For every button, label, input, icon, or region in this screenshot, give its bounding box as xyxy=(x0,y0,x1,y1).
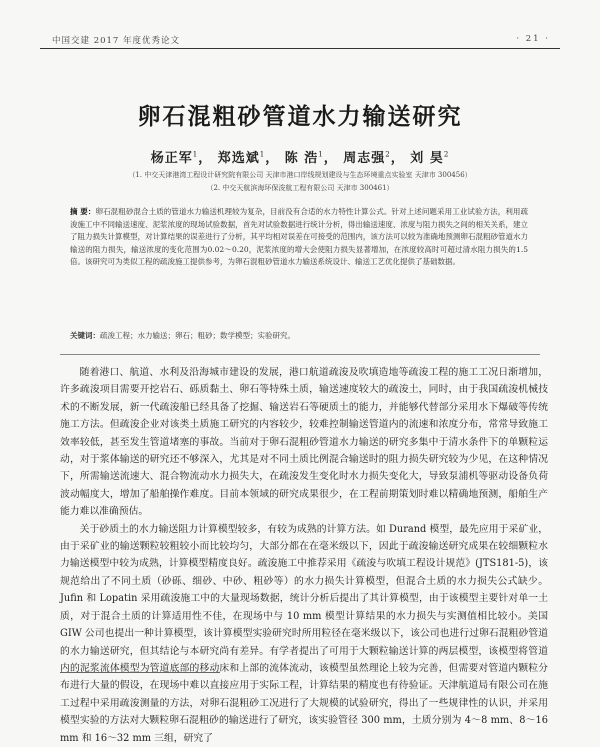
keywords xyxy=(70,330,528,342)
author-list: 杨正军$^1$， 郑选斌$^1$， 陈 浩$^1$， 周志强$^2$， 刘 昊$^2$ xyxy=(150,150,450,166)
journal-name: 中国交建 2017 年度优秀论文 xyxy=(52,36,181,46)
author: 陈 浩$^1$ xyxy=(284,150,324,166)
divider xyxy=(60,354,540,355)
author: 杨正军$^1$ xyxy=(150,150,199,166)
affiliation: （2. 中交天航滨海环保浚航工程有限公司 天津市 300461） xyxy=(206,184,394,192)
author: 郑选斌$^1$ xyxy=(217,150,266,166)
affiliation: （1. 中交天津港湾工程设计研究院有限公司 天津市港口岸线规划建设与生态环境重点实验室 天津市 300456） xyxy=(128,171,472,179)
body-text xyxy=(60,364,548,747)
abstract-label: 摘 要： xyxy=(70,207,96,216)
page-number: · 21 · xyxy=(516,34,550,44)
abstract xyxy=(70,206,528,269)
body-paragraph: 关于砂质土的水力输送阻力计算模型较多，有较为成熟的计算方法。如 Durand 模型，最先应用于采矿业，由于采矿业的输送颗粒较粗较小而比较均匀，大部分都在在毫米级以下，因此于疏浚输送研究成果在较细颗粒水力输送模型中较为成熟，计算模型精度良好。疏浚施工中推荐采用《疏浚与吹填工程设计规范》(JTS181-5)，该规范给出了不同土质（砂砾、细砂、中砂、粗砂等）的水力损失计算模型，但混合土质的水力损失公式缺少。Jufin 和 Lopatin 采用疏浚施工中的大量现场数据，统计分析后提出了其计算模型，由于该模型主要针对单一土质，对于混合土质的计算适用性不佳，在现场中与 10 mm 模型计算结果的水力损失与实测值相比较小。美国 GIW 公司也提出一种计算模型，该计算模型实验研究时所用粒径在毫米级以下，该公司也进行过卵石混粗砂管道的水力输送研究，但其结论与本研究尚有差异。有学者提出了可用于大颗粒输送计算的两层模型，该模型将管道内的泥浆流体模型为管道底部的移动床和上部的流体流动，该模型虽然理论上较为完善，但需要对管道内颗粒分布进行大量的假设，在现场中难以直接应用于实际工程，计算结果的精度也有待验证。天津航道局有限公司在施工过程中采用疏浚测量的方法，对卵石混粗砂工况进行了大规模的试验研究，得出了一些规律性的认识，并采用模型实验的方法对大颗粒卵石混粗砂的输送进行了研究，该实验管径 300 mm，土质分别为 4～8 mm、8～16 mm 和 16～32 mm 三组，研究了 xyxy=(60,523,548,744)
abstract-text: 卵石混粗砂混合土质的管道水力输送机理较为复杂，目前没有合适的水力特性计算公式。针对上述问题采用工业试验方法，利用疏浚施工中不同输送速度、泥浆浓度的现场试验数据，首先对试验数据进行统计分析，得出输送速度、浓度与阻力损失之间的相关关系，建立了阻力损失计算模型，对计算结果的误差进行了分析，其平均相对误差在可接受的范围内，该方法可以较为准确地预测卵石混粗砂管道水力输送的阻力损失，输送浓度的变化范围为0.02～0.20，泥浆浓度的增大会使阻力损失显著增加，在浓度较高时可超过清水阻力损失的1.5倍。该研究可为类似工程的疏浚施工提供参考，为卵石混粗砂管道水力输送系统设计、输送工艺优化提供了基础数据。 xyxy=(70,207,528,267)
keywords-text: 疏浚工程；水力输送；卵石；粗砂；数学模型；实验研究。 xyxy=(100,331,295,340)
author: 刘 昊$^2$ xyxy=(410,150,450,166)
paper-title: 卵石混粗砂管道水力输送研究 xyxy=(137,103,463,130)
author: 周志强$^2$ xyxy=(343,150,391,166)
body-paragraph: 随着港口、航道、水利及沿海城市建设的发展，港口航道疏浚及吹填造地等疏浚工程的施工工况日渐增加，许多疏浚项目需要开挖岩石、砾质黏土、卵石等特殊土质，输送速度较大的疏浚土，同时，由于我国疏浚机械技术的不断发展，新一代疏浚船已经具备了挖掘、输送岩石等硬质土的能力，并能够代替部分采用水下爆破等传统施工方法。但疏浚企业对该类土质施工研究的内容较少，较难控制输送管道内的流速和浓度分布，常常导致施工效率较低，甚至发生管道堵塞的事故。当前对于卵石混粗砂管道水力输送的研究多集中于清水条件下的单颗粒运动，对于浆体输送的研究还不够深入，尤其是对不同土质比例混合输送时的阻力损失研究较为少见，在这种情况下，所需输送流速大、混合物流动水力损失大，在疏浚发生变化时水力损失变化大，导致泵浦机等驱动设备负荷波动幅度大，增加了船舶操作难度。目前本领域的研究成果很少，在工程前期策划时难以精确地预测，船舶生产能力难以准确预估。 xyxy=(60,367,548,518)
keywords-label: 关键词： xyxy=(70,331,100,340)
running-header xyxy=(40,32,560,49)
footnote-rule xyxy=(60,672,220,673)
